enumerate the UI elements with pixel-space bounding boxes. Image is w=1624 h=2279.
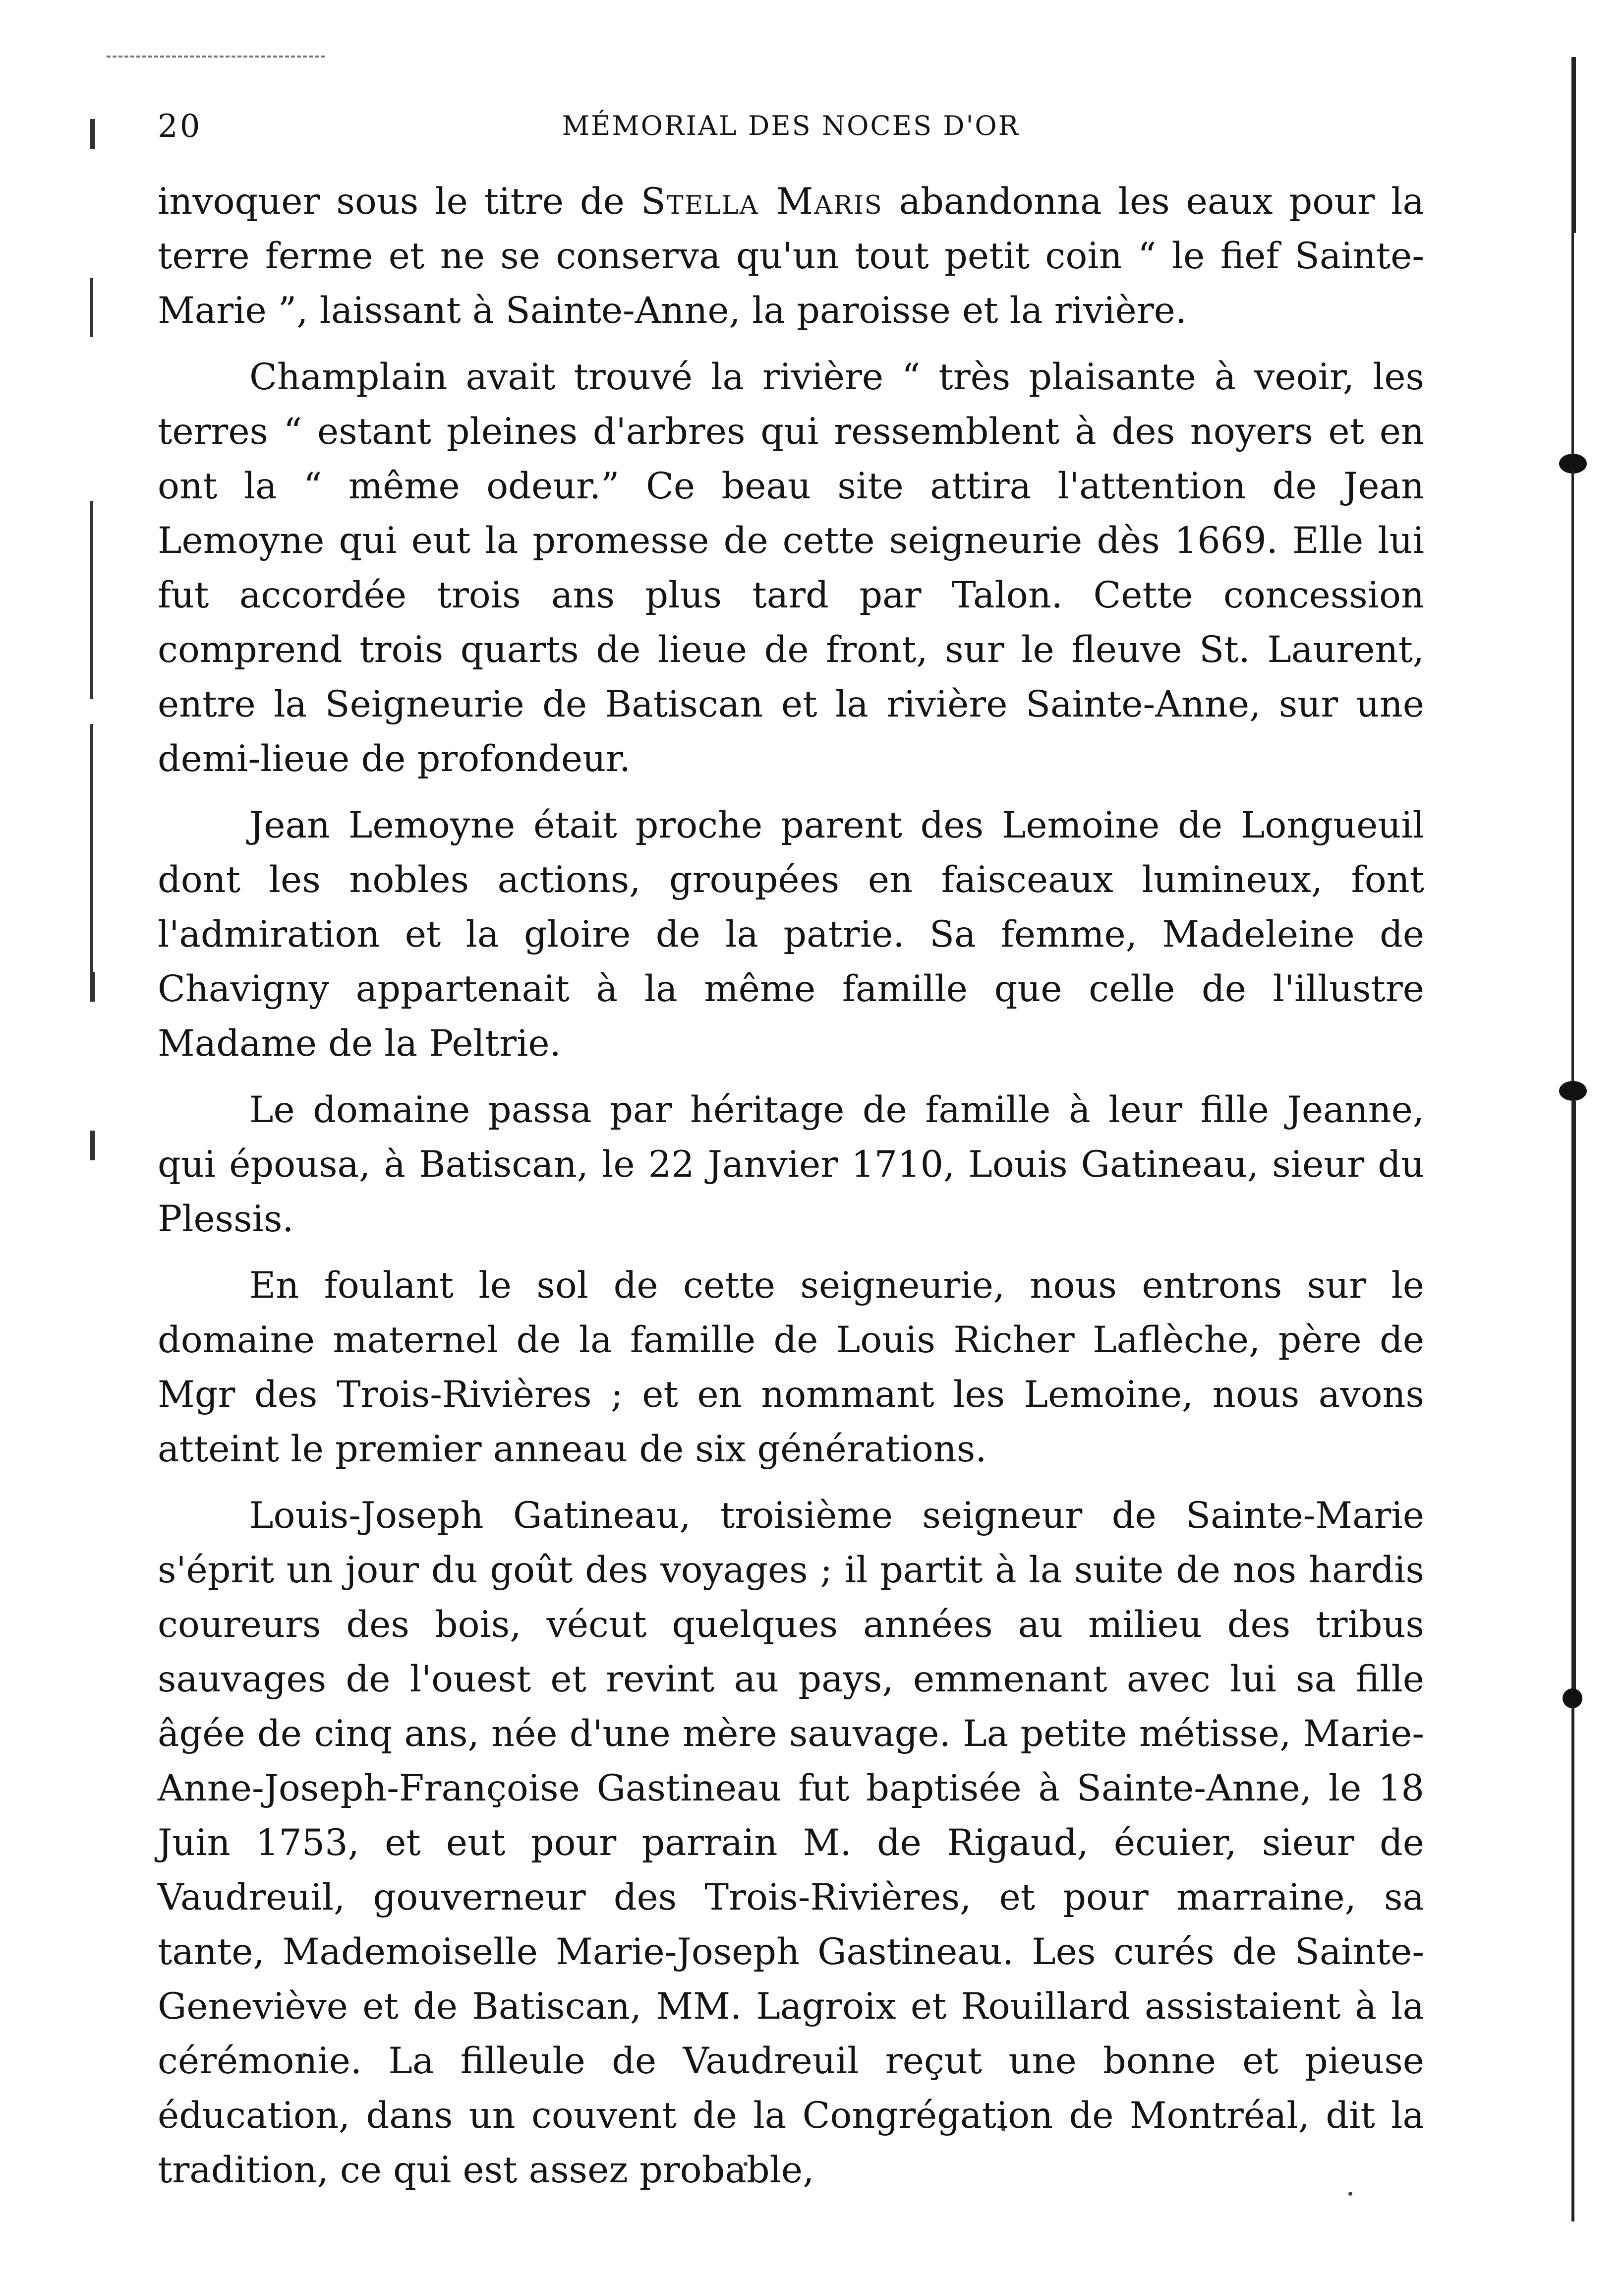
paragraph-4: Le domaine passa par héritage de famille à leur fille Jeanne, qui épousa, à Batiscan, le 22 Janvier 1710, Louis Gatineau, sieur du Plessis.	[158, 1089, 1424, 1240]
left-margin-mark	[90, 972, 95, 1002]
binding-knot	[1559, 1081, 1587, 1101]
left-margin-mark	[90, 724, 93, 982]
left-margin-mark	[90, 501, 93, 699]
binding-knot	[1559, 454, 1587, 474]
binding-knot	[1563, 1688, 1582, 1708]
paragraph-5: En foulant le sol de cette seigneurie, nous entrons sur le domaine maternel de la famille de Louis Richer Laflèche, père de Mgr des Trois-Rivières ; et en nommant les Lemoine, nous avons atteint le premier anneau de six générations.	[158, 1264, 1424, 1470]
running-title: MÉMORIAL DES NOCES D'OR	[562, 110, 1020, 141]
paragraph-text: abandonna les eaux pour la terre ferme et ne se conserva qu'un tout petit coin “ le fief Sainte-Marie ”, laissant à Sainte-Anne, la paroisse et la rivière.	[158, 180, 1424, 332]
right-binding-line	[1571, 1101, 1576, 1696]
right-binding-line	[1571, 471, 1574, 1091]
right-binding-line	[1571, 1706, 1574, 2221]
paragraph-6: Louis-Joseph Gatineau, troisième seigneur de Sainte-Marie s'éprit un jour du goût des voyages ; il partit à la suite de nos hardis coureurs des bois, vécut quelques années au milieu des tribus sauvages de l'ouest et revint au pays, emmenant avec lui sa fille âgée de cinq ans, née d'une mère sauvage. La petite métisse, Marie-Anne-Joseph-Françoise Gastineau fut baptisée à Sainte-Anne, le 18 Juin 1753, et eut pour parrain M. de Rigaud, écuier, sieur de Vaudreuil, gouverneur des Trois-Rivières, et pour marraine, sa tante, Mademoiselle Marie-Joseph Gastineau. Les curés de Sainte-Geneviève et de Batiscan, MM. Lagroix et Rouillard assistaient à la cérémonie. La filleule de Vaudreuil reçut une bonne et pieuse éducation, dans un couvent de la Congrégation de Montréal, dit la tradition, ce qui est assez probable,	[158, 1495, 1424, 2191]
left-margin-mark	[90, 119, 95, 149]
scan-artifact-top-rule	[107, 56, 325, 58]
paragraph-text: invoquer sous le titre de	[158, 180, 641, 223]
right-binding-line	[1571, 233, 1574, 456]
paragraph-2: Champlain avait trouvé la rivière “ très plaisante à veoir, les terres “ estant pleines d'arbres qui ressemblent à des noyers et en ont la “ même odeur.” Ce beau site attira l'attention de Jean Lemoyne qui eut la promesse de cette seigneurie dès 1669. Elle lui fut accordée trois ans plus tard par Talon. Cette concession comprend trois quarts de lieue de front, sur le fleuve St. Laurent, entre la Seigneurie de Batiscan et la rivière Sainte-Anne, sur une demi-lieue de profondeur.	[158, 356, 1424, 780]
page-header	[158, 108, 1424, 153]
body-text	[158, 175, 1424, 2210]
paragraph-1	[158, 175, 1424, 338]
paragraph-3: Jean Lemoyne était proche parent des Lemoine de Longueuil dont les nobles actions, groupées en faisceaux lumineux, font l'admiration et la gloire de la patrie. Sa femme, Madeleine de Chavigny appartenait à la même famille que celle de l'illustre Madame de la Peltrie.	[158, 804, 1424, 1065]
stella-maris-smallcaps: Stella Maris	[640, 180, 883, 223]
right-binding-line	[1571, 57, 1576, 233]
left-margin-mark	[90, 278, 93, 337]
left-margin-mark	[90, 1131, 95, 1160]
page-number: 20	[158, 108, 202, 145]
